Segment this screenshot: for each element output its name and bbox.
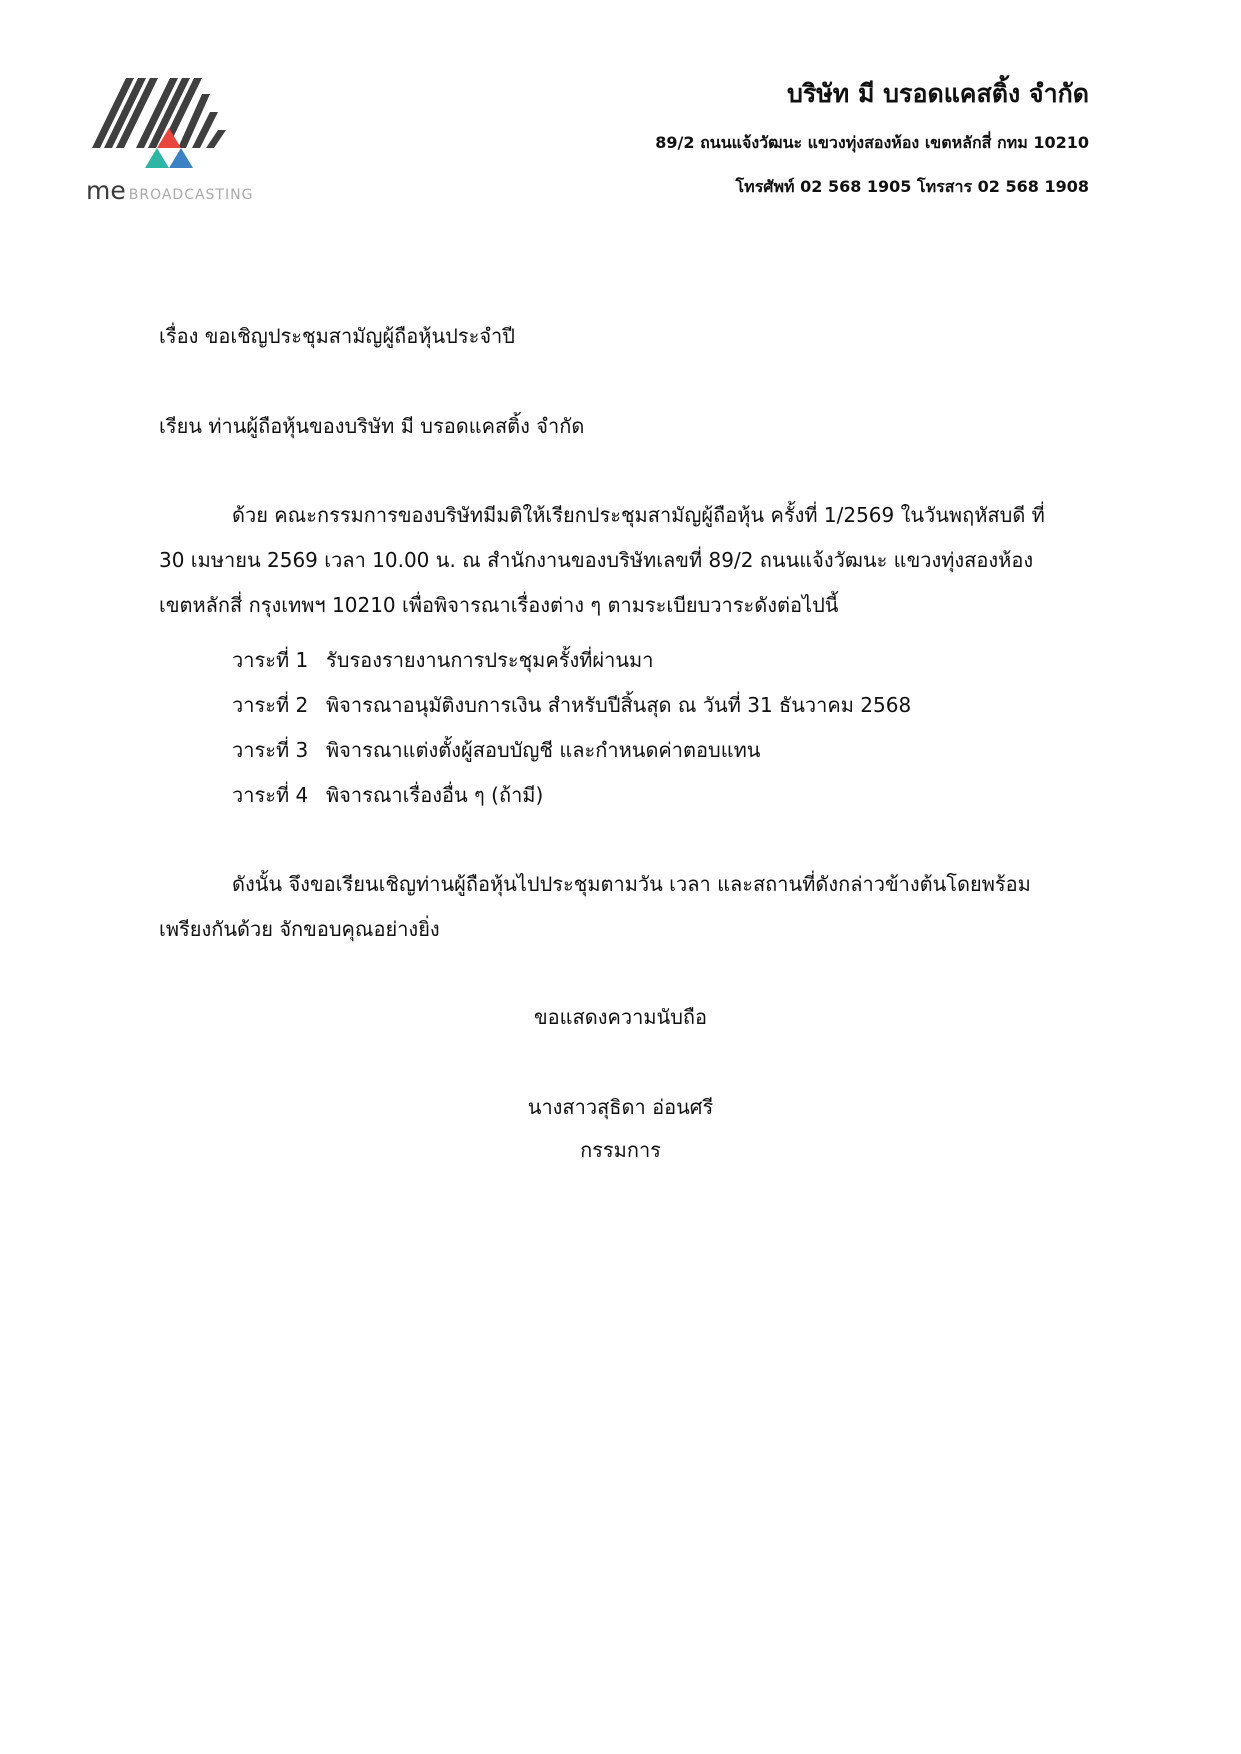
closing-line-2: เพรียงกันด้วย จักขอบคุณอย่างยิ่ง	[159, 917, 440, 941]
closing-line-1: ดังนั้น จึงขอเรียนเชิญท่านผู้ถือหุ้นไปประชุมตามวัน เวลา และสถานที่ดังกล่าวข้างต้นโดยพร้อม	[232, 872, 1031, 896]
body-line-1: ด้วย คณะกรรมการของบริษัทมีมติให้เรียกประชุมสามัญผู้ถือหุ้น ครั้งที่ 1/2569 ในวันพฤหัสบดี ที่	[232, 503, 1045, 527]
company-name: บริษัท มี บรอดแคสติ้ง จำกัด	[787, 79, 1089, 108]
company-address: 89/2 ถนนแจ้งวัฒนะ แขวงทุ่งสองห้อง เขตหลักสี่ กทม 10210	[655, 133, 1089, 152]
agenda-number: วาระที่ 3	[232, 738, 309, 762]
letter-salutation: เรียน ท่านผู้ถือหุ้นของบริษัท มี บรอดแคสติ้ง จำกัด	[159, 414, 585, 438]
signer-name: นางสาวสุธิดา อ่อนศรี	[527, 1095, 714, 1119]
signer-title: กรรมการ	[580, 1138, 661, 1162]
agenda-item-2	[232, 693, 911, 717]
logo-mark-icon	[86, 76, 236, 171]
company-logo	[86, 76, 266, 206]
agenda-number: วาระที่ 4	[232, 783, 309, 807]
agenda-text: รับรองรายงานการประชุมครั้งที่ผ่านมา	[326, 648, 654, 672]
body-line-2: 30 เมษายน 2569 เวลา 10.00 น. ณ สำนักงานของบริษัทเลขที่ 89/2 ถนนแจ้งวัฒนะ แขวงทุ่งสองห้อง	[159, 548, 1034, 572]
agenda-number: วาระที่ 2	[232, 693, 309, 717]
letter-subject: เรื่อง ขอเชิญประชุมสามัญผู้ถือหุ้นประจำปี	[159, 324, 515, 348]
agenda-text: พิจารณาอนุมัติงบการเงิน สำหรับปีสิ้นสุด ณ วันที่ 31 ธันวาคม 2568	[326, 693, 912, 717]
agenda-item-3	[232, 738, 760, 762]
regards: ขอแสดงความนับถือ	[533, 1005, 708, 1029]
company-phone: โทรศัพท์ 02 568 1905 โทรสาร 02 568 1908	[735, 177, 1089, 196]
logo-text-me: me	[86, 176, 126, 205]
agenda-number: วาระที่ 1	[232, 648, 309, 672]
agenda-text: พิจารณาเรื่องอื่น ๆ (ถ้ามี)	[326, 783, 544, 807]
agenda-item-1	[232, 648, 653, 672]
logo-text-broadcasting: BROADCASTING	[128, 187, 254, 203]
body-line-3: เขตหลักสี่ กรุงเทพฯ 10210 เพื่อพิจารณาเรื่องต่าง ๆ ตามระเบียบวาระดังต่อไปนี้	[159, 593, 839, 617]
logo-wordmark	[86, 176, 253, 205]
agenda-text: พิจารณาแต่งตั้งผู้สอบบัญชี และกำหนดค่าตอบแทน	[326, 738, 761, 762]
agenda-item-4	[232, 783, 543, 807]
